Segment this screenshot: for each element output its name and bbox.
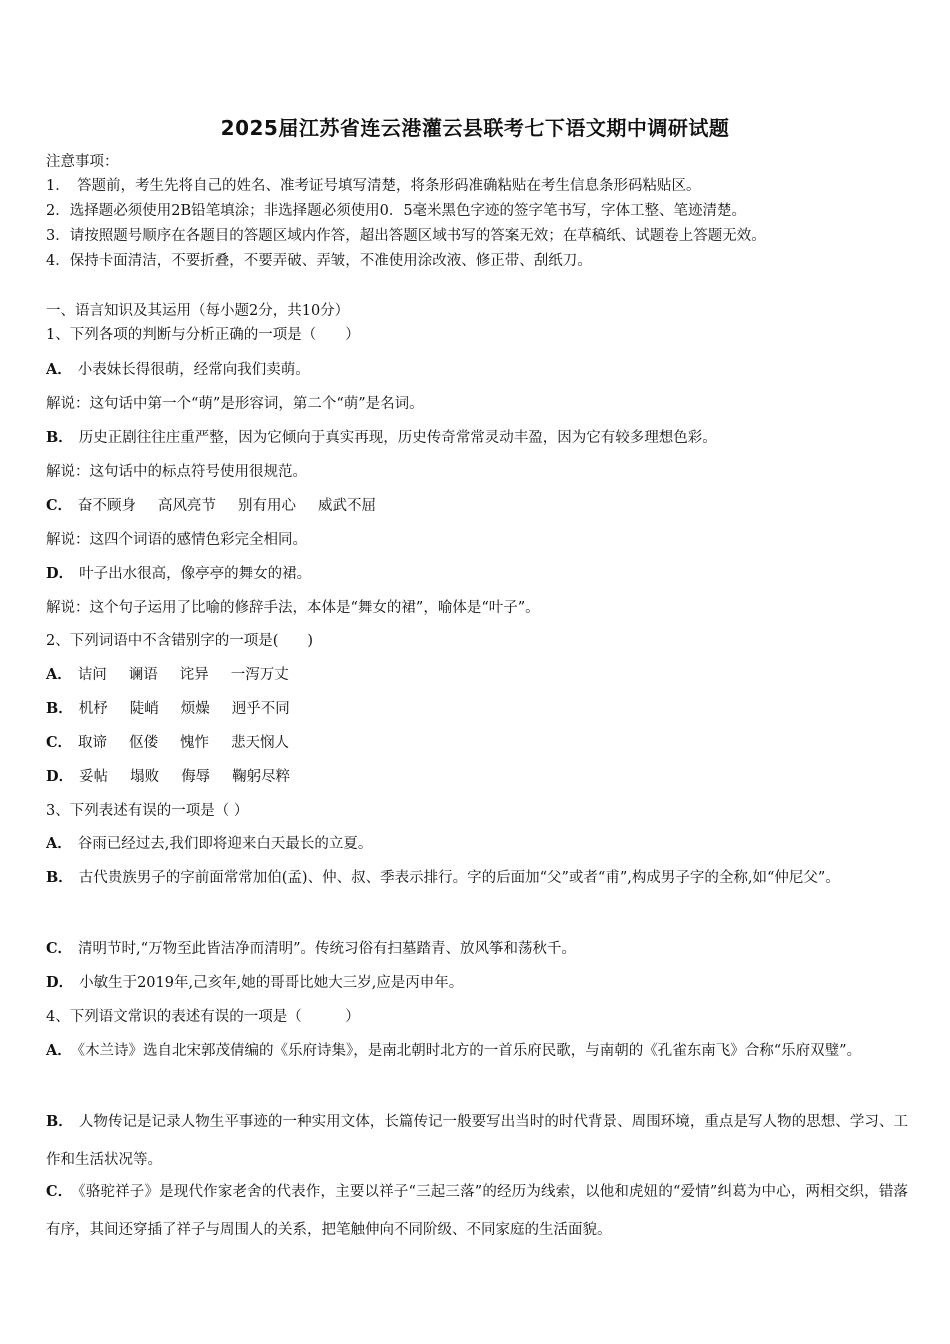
option-word: 陡峭	[129, 701, 159, 717]
notice-item: 4．保持卡面清洁，不要折叠，不要弄破、弄皱，不准使用涂改液、修正带、刮纸刀。	[46, 253, 592, 269]
option-word: 伛偻	[129, 735, 159, 751]
page-title: 2025届江苏省连云港灌云县联考七下语文期中调研试题	[220, 116, 730, 140]
option-word: 高风亮节	[158, 498, 217, 514]
question-stem: 1、下列各项的判断与分析正确的一项是（ ）	[46, 327, 360, 343]
option-word: 愧怍	[180, 735, 210, 751]
option-d	[46, 564, 311, 584]
option-text: 古代贵族男子的字前面常常加伯(孟)、仲、叔、季表示排行。字的后面加“父”或者“甫”,构成男子字的全称,如“仲尼父”。	[78, 870, 840, 886]
option-text: 叶子出水很高，像亭亭的舞女的裙。	[79, 566, 312, 582]
notice-heading: 注意事项：	[46, 154, 119, 170]
option-text: 人物传记是记录人物生平事迹的一种实用文体，长篇传记一般要写出当时的时代背景、周围环境，重点是写人物的思想、学习、工作和生活状况等。	[46, 1114, 908, 1168]
option-word: 诧异	[179, 667, 209, 683]
option-word: 威武不屈	[318, 498, 377, 514]
option-word: 悲天悯人	[231, 735, 290, 751]
option-text: 《木兰诗》选自北宋郭茂倩编的《乐府诗集》，是南北朝时北方的一首乐府民歌，与南朝的《孔雀东南飞》合称“乐府双璧”。	[77, 1043, 862, 1059]
option-text: 小表妹长得很萌，经常向我们卖萌。	[77, 362, 310, 378]
option-label: A．	[46, 361, 72, 378]
notice-item: 1． 答题前，考生先将自己的姓名、准考证号填写清楚，将条形码准确粘贴在考生信息条形码粘贴区。	[46, 178, 701, 194]
option-c	[46, 733, 289, 753]
option-text: 历史正剧往往庄重严整，因为它倾向于真实再现，历史传奇常常灵动丰盈，因为它有较多理想色彩。	[78, 430, 717, 446]
option-label: A．	[46, 666, 72, 683]
option-d	[46, 973, 463, 993]
option-b	[46, 428, 717, 448]
option-text: 谷雨已经过去,我们即将迎来白天最长的立夏。	[77, 836, 373, 852]
option-word: 妥帖	[79, 769, 109, 785]
option-label: B．	[46, 700, 73, 717]
option-a	[46, 665, 289, 685]
option-label: A．	[46, 1042, 72, 1059]
question-stem: 3、下列表述有误的一项是（ ）	[46, 803, 249, 819]
option-label: D．	[46, 974, 74, 991]
option-text: 清明节时,“万物至此皆洁净而清明”。传统习俗有扫墓踏青、放风筝和荡秋千。	[78, 941, 576, 957]
option-a	[46, 360, 310, 380]
question-stem: 4、下列语文常识的表述有误的一项是（ ）	[46, 1009, 360, 1025]
option-word: 机杼	[78, 701, 108, 717]
question-stem: 2、下列词语中不含错别字的一项是( )	[46, 633, 314, 649]
option-word: 谰语	[128, 667, 158, 683]
notice-item: 3．请按照题号顺序在各题目的答题区域内作答，超出答题区域书写的答案无效；在草稿纸、试题卷上答题无效。	[46, 228, 766, 244]
notice-item: 2．选择题必须使用2B铅笔填涂；非选择题必须使用0．5毫米黑色字迹的签字笔书写，字体工整、笔迹清楚。	[46, 203, 747, 219]
option-word: 烦燥	[180, 701, 210, 717]
option-word: 奋不顾身	[78, 498, 137, 514]
explanation: 解说：这句话中的标点符号使用很规范。	[46, 464, 307, 480]
option-a	[46, 1032, 908, 1070]
option-label: B．	[46, 429, 73, 446]
option-a	[46, 834, 372, 854]
option-label: A．	[46, 835, 72, 852]
option-word: 塌败	[130, 769, 160, 785]
option-b	[46, 859, 908, 897]
option-label: C．	[46, 497, 73, 514]
option-word: 侮辱	[181, 769, 211, 785]
option-word: 一泻万丈	[230, 667, 289, 683]
option-label: B．	[46, 1113, 73, 1130]
option-label: B．	[46, 869, 73, 886]
option-label: D．	[46, 768, 74, 785]
option-c	[46, 939, 576, 959]
option-text: 《骆驼祥子》是现代作家老舍的代表作，主要以祥子“三起三落”的经历为线索，以他和虎妞的“爱情”纠葛为中心，两相交织，错落有序，其间还穿插了祥子与周围人的关系，把笔触伸向不同阶级、不同家庭的生活面貌。	[46, 1184, 908, 1238]
option-label: D．	[46, 565, 74, 582]
option-word: 别有用心	[238, 498, 297, 514]
option-word: 迥乎不同	[231, 701, 290, 717]
option-text: 小敏生于2019年,己亥年,她的哥哥比她大三岁,应是丙申年。	[79, 975, 464, 991]
option-b	[46, 699, 290, 719]
option-label: C．	[46, 734, 73, 751]
option-b	[46, 1103, 908, 1179]
section-heading: 一、语言知识及其运用（每小题2分，共10分）	[46, 303, 350, 319]
option-word: 取谛	[78, 735, 108, 751]
explanation: 解说：这句话中第一个“萌”是形容词，第二个“萌”是名词。	[46, 396, 424, 412]
option-label: C．	[46, 940, 73, 957]
option-word: 鞠躬尽粹	[232, 769, 291, 785]
option-label: C．	[46, 1183, 73, 1200]
explanation: 解说：这四个词语的感情色彩完全相同。	[46, 532, 307, 548]
option-c	[46, 496, 376, 516]
explanation: 解说：这个句子运用了比喻的修辞手法，本体是“舞女的裙”，喻体是“叶子”。	[46, 600, 540, 616]
option-d	[46, 767, 290, 787]
option-c	[46, 1173, 908, 1249]
option-word: 诘问	[77, 667, 107, 683]
